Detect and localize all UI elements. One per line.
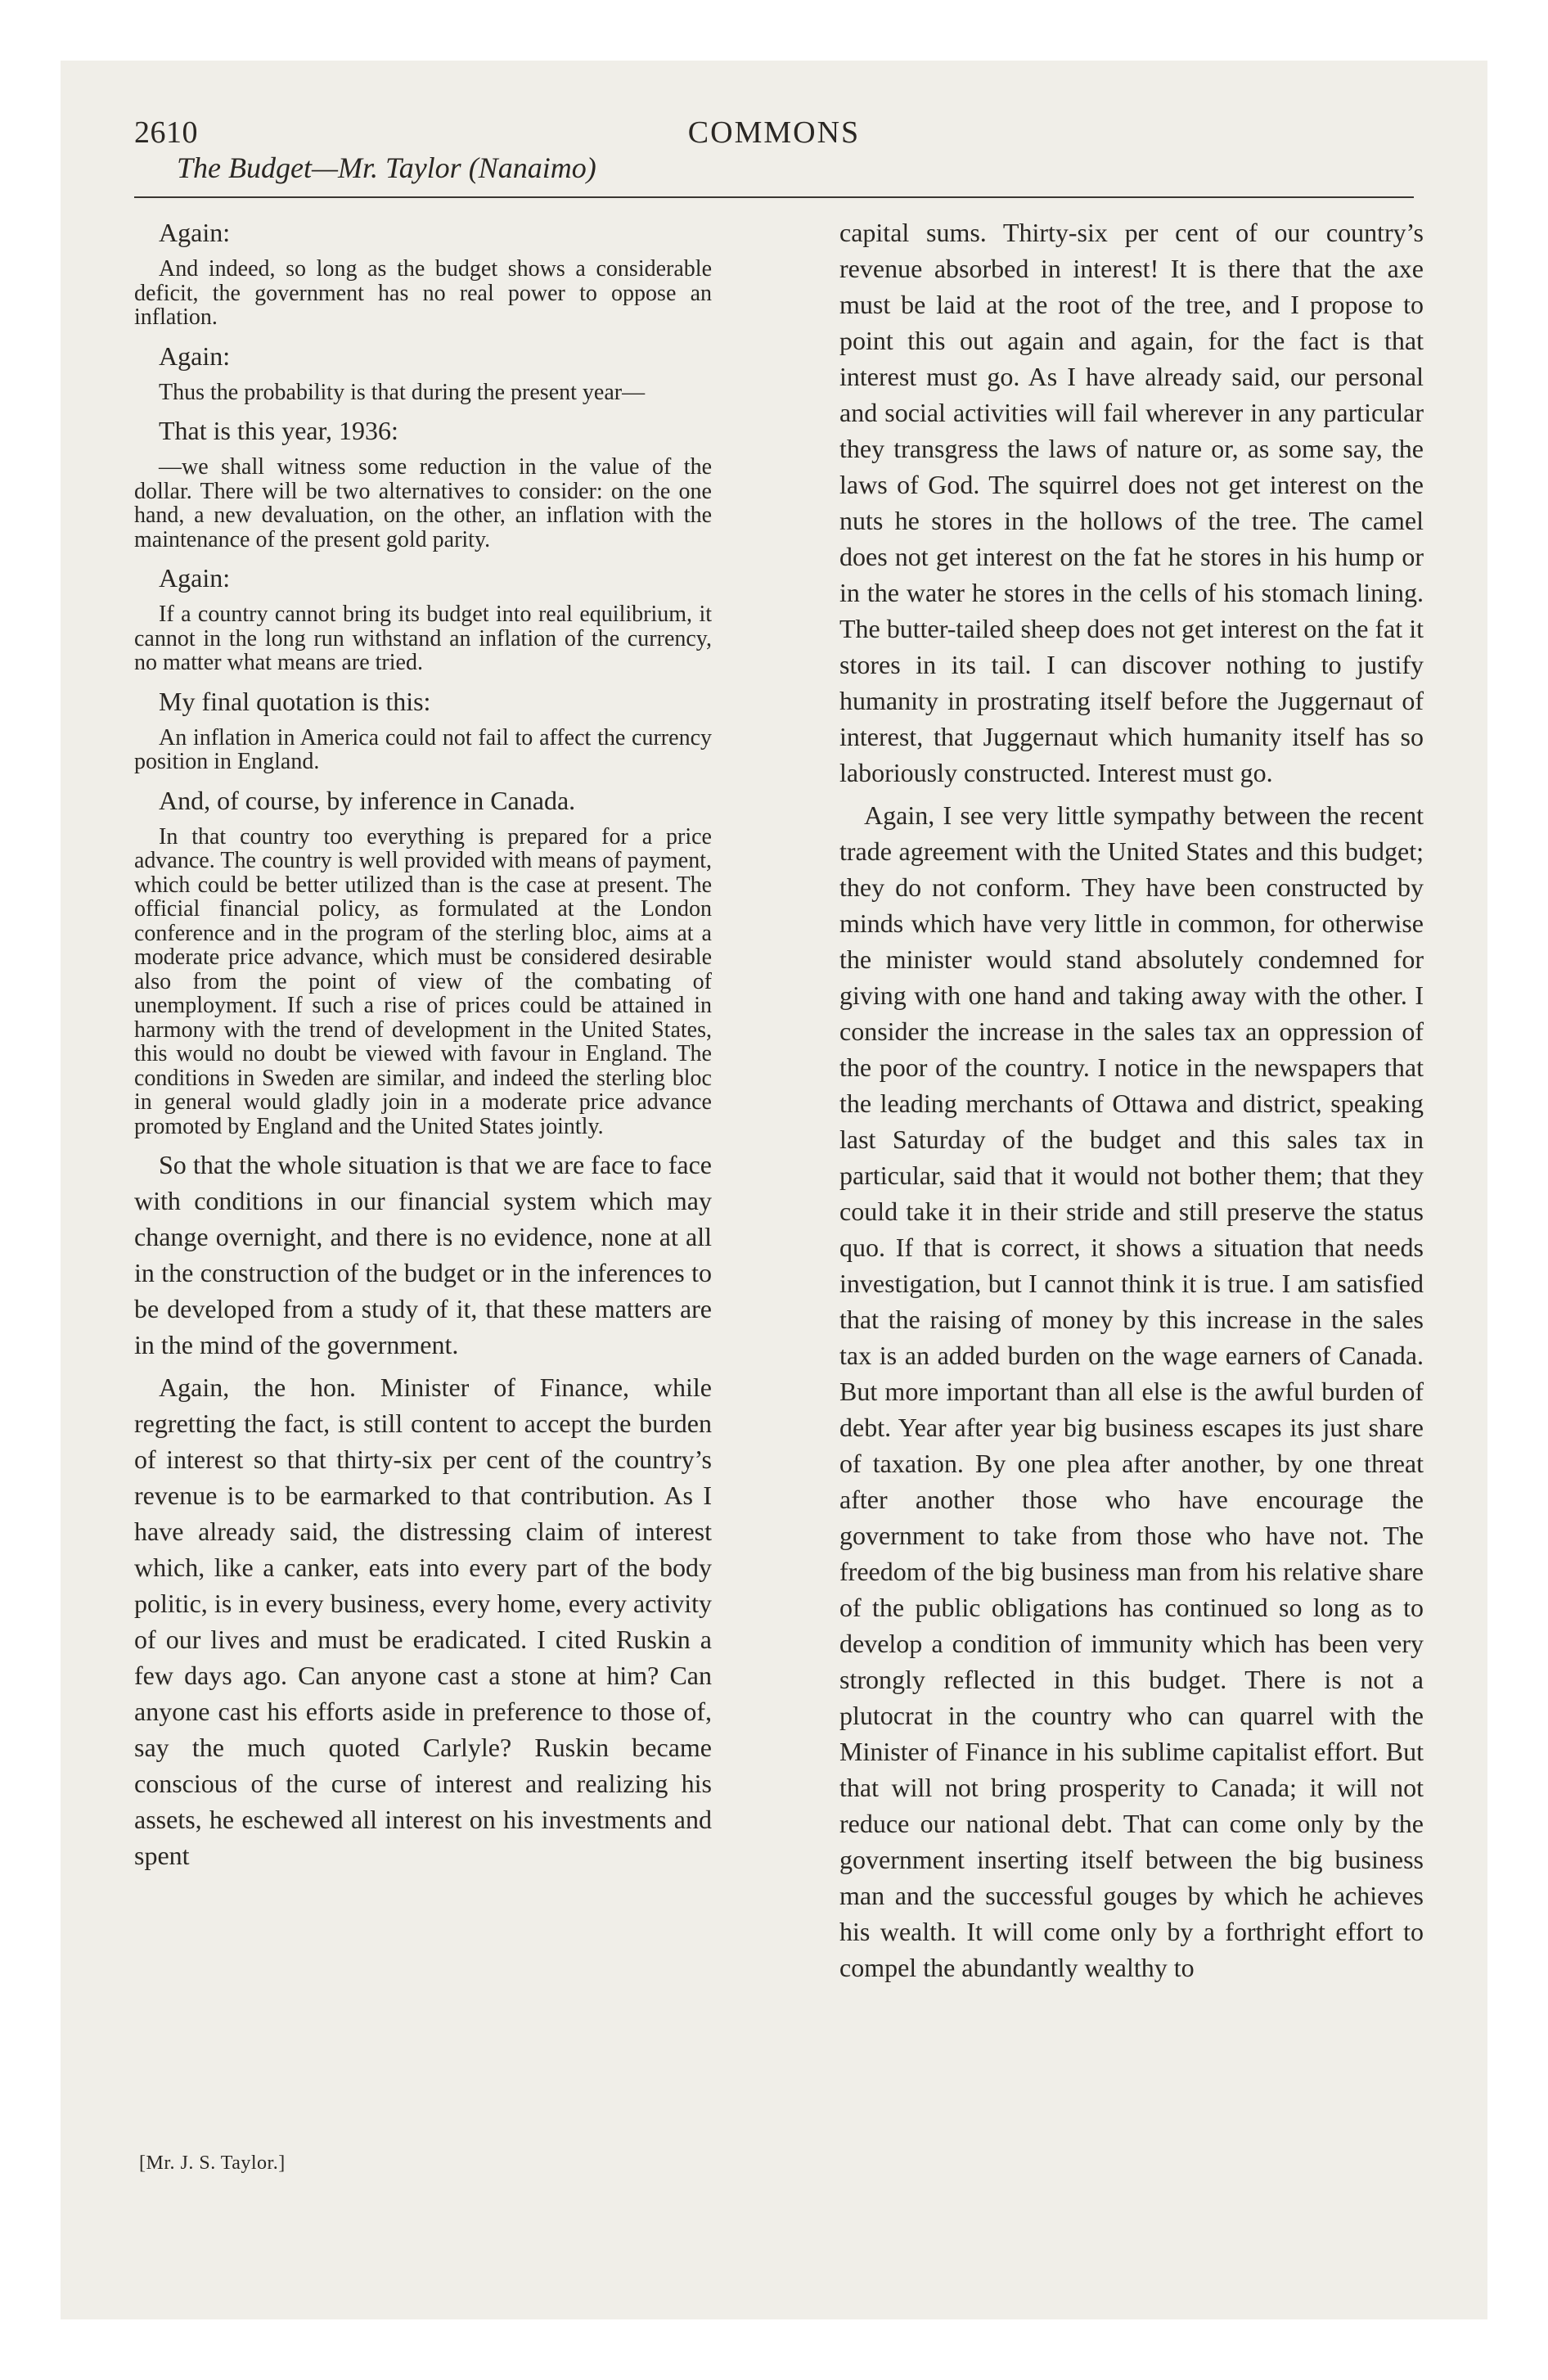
speech-paragraph: Again:	[159, 218, 231, 247]
quoted-paragraph: And indeed, so long as the budget shows a considerable deficit, the government has no real power to oppose an inflation.	[134, 256, 712, 330]
section-title: COMMONS	[687, 115, 861, 150]
left-column	[134, 214, 712, 2162]
page-number: 2610	[134, 115, 198, 150]
speech-paragraph: And, of course, by inference in Canada.	[159, 785, 576, 815]
header-rule	[134, 196, 1414, 198]
speech-paragraph: Again, the hon. Minister of Finance, while regretting the fact, is still content to accept the burden of interest so that thirty-six per cent of the country’s revenue is to be earmarked to that contribution. As I have already said, the distressing claim of interest which, like a canker, eats into every part of the body politic, is in every business, every home, every activity of our lives and must be eradicated. I cited Ruskin a few days ago. Can anyone cast a stone at him? Can anyone cast his efforts aside in preference to those of, say the much quoted Carlyle? Ruskin became conscious of the curse of interest and realizing his assets, he eschewed all interest on his investments and spent	[134, 1373, 712, 1870]
right-column	[839, 214, 1424, 1992]
quoted-paragraph: In that country too everything is prepared for a price advance. The country is well provided with means of payment, which could be better utilized than is the case at present. The official financial policy, as formulated at the London conference and in the program of the sterling bloc, aims at a moderate price advance, which must be considered desirable also from the point of view of the combating of unemployment. If such a rise of prices could be attained in harmony with the trend of development in the United States, this would no doubt be viewed with favour in England. The conditions in Sweden are similar, and indeed the sterling bloc in general would gladly join in a moderate price advance promoted by England and the United States jointly.	[134, 823, 712, 1139]
continued-paragraph: capital sums. Thirty-six per cent of our country’s revenue absorbed in interest! It is there that the axe must be laid at the root of the tree, and I propose to point this out again and again, for the fact is that interest must go. As I have already said, our personal and social activities will fail wherever in any particular they transgress the laws of nature or, as some say, the laws of God. The squirrel does not get interest on the nuts he stores in the hollows of the tree. The camel does not get interest on the fat he stores in his hump or in the water he stores in the cells of his stomach lining. The butter-tailed sheep does not get interest on the fat it stores in its tail. I can discover nothing to justify humanity in prostrating itself before the Juggernaut of interest, that Juggernaut which humanity itself has so laboriously constructed. Interest must go.	[839, 218, 1424, 787]
speech-paragraph: My final quotation is this:	[159, 686, 431, 716]
speaker-note: [Mr. J. S. Taylor.]	[139, 2152, 286, 2174]
quoted-paragraph: If a country cannot bring its budget into real equilibrium, it cannot in the long run withstand an inflation of the currency, no matter what means are tried.	[134, 602, 712, 675]
quoted-paragraph: Thus the probability is that during the present year—	[159, 379, 646, 405]
quoted-paragraph: —we shall witness some reduction in the value of the dollar. There will be two alternatives to consider: on the one hand, a new devaluation, on the other, an inflation with the maintenance of the present gold parity.	[134, 454, 712, 552]
hansard-page	[61, 61, 1487, 2319]
quoted-paragraph: An inflation in America could not fail to affect the currency position in England.	[134, 724, 712, 774]
speech-paragraph: That is this year, 1936:	[159, 416, 398, 445]
speech-paragraph: Again:	[159, 340, 231, 371]
speech-paragraph: Again, I see very little sympathy between the recent trade agreement with the United States and this budget; they do not conform. They have been constructed by minds which have very little in common, for otherwise the minister would stand absolutely condemned for giving with one hand and taking away with the other. I consider the increase in the sales tax an oppression of the poor of the country. I notice in the newspapers that the leading merchants of Ottawa and district, speaking last Saturday of the budget and this sales tax in particular, said that it would not bother them; that they could take it in their stride and still preserve the status quo. If that is correct, it shows a situation that needs investigation, but I cannot think it is true. I am satisfied that the raising of money by this increase in the sales tax is an added burden on the wage earners of Canada. But more important than all else is the awful burden of debt. Year after year big business escapes its just share of taxation. By one plea after another, by one threat after another those who have encourage the government to take from those who have not. The freedom of the big business man from his relative share of the public obligations has continued so long as to develop a condition of immunity which has been very strongly reflected in this budget. There is not a plutocrat in the country who can quarrel with the Minister of Finance in his sublime capitalist effort. But that will not bring prosperity to Canada; it will not reduce our national debt. That can come only by the government inserting itself between the big business man and the successful gouges by which he achieves his wealth. It will come only by a forthright effort to compel the abundantly wealthy to	[839, 800, 1424, 1982]
running-header	[61, 61, 1487, 200]
speech-paragraph: So that the whole situation is that we are face to face with conditions in our financial system which may change overnight, and there is no evidence, none at all in the construction of the budget or in the inferences to be developed from a study of it, that these matters are in the mind of the government.	[134, 1150, 712, 1359]
speech-paragraph: Again:	[159, 563, 231, 593]
debate-subhead: The Budget—Mr. Taylor (Nanaimo)	[177, 151, 596, 184]
